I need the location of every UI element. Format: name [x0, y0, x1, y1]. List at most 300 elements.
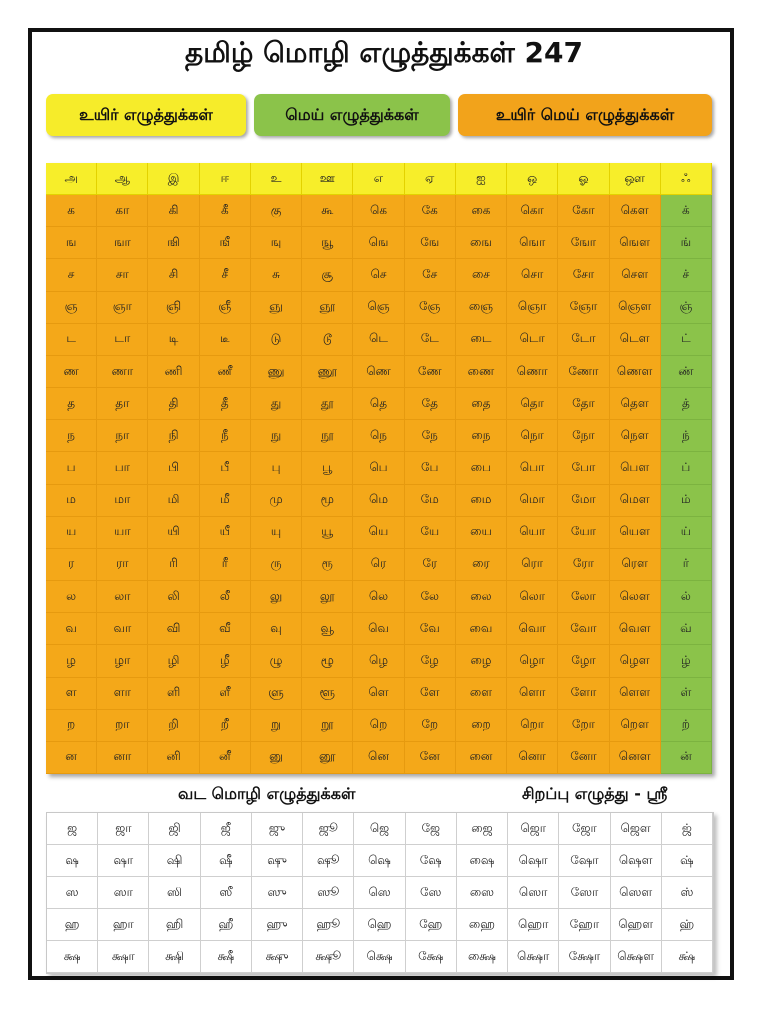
uyirmei-cell: கோ — [558, 195, 609, 227]
grantha-cell: ஸி — [149, 877, 200, 909]
uyirmei-cell: ஙு — [251, 227, 302, 259]
grantha-cell: க்ஷீ — [201, 941, 252, 973]
vowel-cell: எ — [353, 163, 404, 195]
legend-uyirmei-badge: உயிர் மெய் எழுத்துக்கள் — [458, 94, 712, 136]
grantha-cell: ஷ் — [662, 845, 713, 877]
uyirmei-cell: பை — [456, 452, 507, 484]
uyirmei-cell: சி — [148, 259, 199, 291]
legend-uyir-badge: உயிர் எழுத்துக்கள் — [46, 94, 246, 136]
consonant-cell: ள் — [661, 678, 712, 710]
uyirmei-cell: ழு — [251, 645, 302, 677]
vowel-cell: இ — [148, 163, 199, 195]
uyirmei-cell: நோ — [558, 420, 609, 452]
uyirmei-cell: ஞோ — [558, 292, 609, 324]
uyirmei-cell: கா — [97, 195, 148, 227]
grantha-cell: ஸோ — [559, 877, 610, 909]
grantha-cell: ஷொ — [508, 845, 559, 877]
vowel-cell: ஐ — [456, 163, 507, 195]
grantha-cell: ஸா — [98, 877, 149, 909]
uyirmei-cell: ளு — [251, 678, 302, 710]
grantha-cell: ஸூ — [303, 877, 354, 909]
uyirmei-cell: தை — [456, 388, 507, 420]
consonant-cell: ட் — [661, 324, 712, 356]
uyirmei-cell: வௌ — [610, 613, 661, 645]
uyirmei-cell: பீ — [200, 452, 251, 484]
uyirmei-cell: னி — [148, 742, 199, 774]
uyirmei-cell: ணே — [405, 356, 456, 388]
uyirmei-cell: கி — [148, 195, 199, 227]
consonant-cell: ச் — [661, 259, 712, 291]
uyirmei-cell: தொ — [507, 388, 558, 420]
uyirmei-cell: பா — [97, 452, 148, 484]
uyirmei-cell: ழை — [456, 645, 507, 677]
uyirmei-cell: றா — [97, 710, 148, 742]
grantha-grid — [46, 812, 714, 974]
uyirmei-cell: ஞை — [456, 292, 507, 324]
uyirmei-cell: டெ — [353, 324, 404, 356]
uyirmei-cell: மௌ — [610, 485, 661, 517]
uyirmei-cell: கே — [405, 195, 456, 227]
uyirmei-cell: சொ — [507, 259, 558, 291]
grantha-cell: ஷா — [98, 845, 149, 877]
uyirmei-cell: பௌ — [610, 452, 661, 484]
uyirmei-cell: சே — [405, 259, 456, 291]
uyirmei-cell: ஞெ — [353, 292, 404, 324]
grantha-cell: ஸீ — [201, 877, 252, 909]
uyirmei-cell: ங — [46, 227, 97, 259]
uyirmei-cell: றோ — [558, 710, 609, 742]
uyirmei-cell: கௌ — [610, 195, 661, 227]
uyirmei-cell: மூ — [302, 485, 353, 517]
uyirmei-cell: ஞௌ — [610, 292, 661, 324]
uyirmei-cell: யை — [456, 517, 507, 549]
uyirmei-cell: னே — [405, 742, 456, 774]
uyirmei-cell: ரா — [97, 549, 148, 581]
grantha-cell: ஹே — [406, 909, 457, 941]
grantha-cell: ஸ — [47, 877, 98, 909]
uyirmei-cell: ணௌ — [610, 356, 661, 388]
uyirmei-cell: வை — [456, 613, 507, 645]
vowel-cell: ஏ — [405, 163, 456, 195]
grantha-cell: ஸெ — [354, 877, 405, 909]
grantha-cell: ஷூ — [303, 845, 354, 877]
uyirmei-cell: னெ — [353, 742, 404, 774]
uyirmei-cell: த — [46, 388, 97, 420]
grantha-cell: ஸொ — [508, 877, 559, 909]
uyirmei-cell: டு — [251, 324, 302, 356]
uyirmei-cell: ஙீ — [200, 227, 251, 259]
grantha-cell: ஷீ — [201, 845, 252, 877]
uyirmei-cell: நி — [148, 420, 199, 452]
uyirmei-cell: நே — [405, 420, 456, 452]
grantha-cell: ஷோ — [559, 845, 610, 877]
grantha-cell: க்ஷ — [47, 941, 98, 973]
uyirmei-cell: மெ — [353, 485, 404, 517]
uyirmei-cell: ழோ — [558, 645, 609, 677]
consonant-cell: ப் — [661, 452, 712, 484]
uyirmei-cell: லு — [251, 581, 302, 613]
uyirmei-cell: நொ — [507, 420, 558, 452]
uyirmei-cell: தா — [97, 388, 148, 420]
uyirmei-cell: வு — [251, 613, 302, 645]
uyirmei-cell: டை — [456, 324, 507, 356]
uyirmei-cell: ளீ — [200, 678, 251, 710]
uyirmei-cell: பு — [251, 452, 302, 484]
uyirmei-cell: தோ — [558, 388, 609, 420]
grantha-cell: க்ஷூ — [303, 941, 354, 973]
uyirmei-cell: ணெ — [353, 356, 404, 388]
grantha-cell: ஹா — [98, 909, 149, 941]
uyirmei-cell: ழெ — [353, 645, 404, 677]
uyirmei-cell: றி — [148, 710, 199, 742]
uyirmei-cell: ழி — [148, 645, 199, 677]
grantha-cell: க்ஷ் — [662, 941, 713, 973]
uyirmei-cell: ள — [46, 678, 97, 710]
uyirmei-cell: வி — [148, 613, 199, 645]
uyirmei-cell: ரி — [148, 549, 199, 581]
uyirmei-cell: ஞி — [148, 292, 199, 324]
uyirmei-cell: ஞீ — [200, 292, 251, 324]
uyirmei-cell: லொ — [507, 581, 558, 613]
uyirmei-cell: கு — [251, 195, 302, 227]
grantha-cell: ஸு — [252, 877, 303, 909]
uyirmei-cell: சா — [97, 259, 148, 291]
uyirmei-cell: யா — [97, 517, 148, 549]
uyirmei-cell: ற — [46, 710, 97, 742]
uyirmei-cell: ல — [46, 581, 97, 613]
uyirmei-cell: கூ — [302, 195, 353, 227]
uyirmei-cell: நு — [251, 420, 302, 452]
uyirmei-cell: ஙா — [97, 227, 148, 259]
vowel-cell: ஆ — [97, 163, 148, 195]
uyirmei-cell: ஙி — [148, 227, 199, 259]
alphabet-grid — [46, 163, 712, 774]
uyirmei-cell: ரு — [251, 549, 302, 581]
uyirmei-cell: வூ — [302, 613, 353, 645]
consonant-cell: ர் — [661, 549, 712, 581]
uyirmei-cell: வீ — [200, 613, 251, 645]
grantha-cell: ஷி — [149, 845, 200, 877]
uyirmei-cell: யி — [148, 517, 199, 549]
uyirmei-cell: னூ — [302, 742, 353, 774]
grantha-cell: ஹோ — [559, 909, 610, 941]
uyirmei-cell: வ — [46, 613, 97, 645]
grantha-cell: க்ஷி — [149, 941, 200, 973]
uyirmei-cell: பூ — [302, 452, 353, 484]
uyirmei-cell: ஙே — [405, 227, 456, 259]
uyirmei-cell: னா — [97, 742, 148, 774]
uyirmei-cell: ண — [46, 356, 97, 388]
uyirmei-cell: ட — [46, 324, 97, 356]
consonant-cell: ந் — [661, 420, 712, 452]
consonant-cell: வ் — [661, 613, 712, 645]
grantha-cell: ஷே — [406, 845, 457, 877]
uyirmei-cell: ய — [46, 517, 97, 549]
uyirmei-cell: லெ — [353, 581, 404, 613]
consonant-cell: ய் — [661, 517, 712, 549]
consonant-cell: த் — [661, 388, 712, 420]
grantha-cell: க்ஷெ — [354, 941, 405, 973]
uyirmei-cell: ழ — [46, 645, 97, 677]
uyirmei-cell: ழீ — [200, 645, 251, 677]
uyirmei-cell: மி — [148, 485, 199, 517]
uyirmei-cell: டொ — [507, 324, 558, 356]
grantha-cell: ஹூ — [303, 909, 354, 941]
grantha-cell: ஜெ — [354, 813, 405, 845]
grantha-cell: ஜு — [252, 813, 303, 845]
uyirmei-cell: தெ — [353, 388, 404, 420]
uyirmei-cell: ணி — [148, 356, 199, 388]
uyirmei-cell: மா — [97, 485, 148, 517]
uyirmei-cell: லீ — [200, 581, 251, 613]
uyirmei-cell: ரீ — [200, 549, 251, 581]
uyirmei-cell: ஙோ — [558, 227, 609, 259]
uyirmei-cell: யு — [251, 517, 302, 549]
uyirmei-cell: ழௌ — [610, 645, 661, 677]
uyirmei-cell: வா — [97, 613, 148, 645]
uyirmei-cell: னை — [456, 742, 507, 774]
grantha-cell: க்ஷா — [98, 941, 149, 973]
uyirmei-cell: ரூ — [302, 549, 353, 581]
uyirmei-cell: ரோ — [558, 549, 609, 581]
grantha-cell: ஜ — [47, 813, 98, 845]
uyirmei-cell: வொ — [507, 613, 558, 645]
uyirmei-cell: ளொ — [507, 678, 558, 710]
grantha-cell: ஜை — [457, 813, 508, 845]
uyirmei-cell: லி — [148, 581, 199, 613]
uyirmei-cell: ணீ — [200, 356, 251, 388]
uyirmei-cell: ணொ — [507, 356, 558, 388]
uyirmei-cell: ரௌ — [610, 549, 661, 581]
uyirmei-cell: செ — [353, 259, 404, 291]
uyirmei-cell: சோ — [558, 259, 609, 291]
uyirmei-cell: ளி — [148, 678, 199, 710]
uyirmei-cell: யே — [405, 517, 456, 549]
uyirmei-cell: பி — [148, 452, 199, 484]
vowel-cell: உ — [251, 163, 302, 195]
uyirmei-cell: யௌ — [610, 517, 661, 549]
uyirmei-cell: ஞே — [405, 292, 456, 324]
consonant-cell: ண் — [661, 356, 712, 388]
grantha-cell: ஜி — [149, 813, 200, 845]
grantha-cell: ஸௌ — [611, 877, 662, 909]
special-letter-label: சிறப்பு எழுத்து - ஸ்ரீ — [522, 784, 668, 803]
uyirmei-cell: ணோ — [558, 356, 609, 388]
uyirmei-cell: ணா — [97, 356, 148, 388]
uyirmei-cell: யூ — [302, 517, 353, 549]
uyirmei-cell: ணை — [456, 356, 507, 388]
grantha-cell: ஹ — [47, 909, 98, 941]
uyirmei-cell: டே — [405, 324, 456, 356]
uyirmei-cell: ரொ — [507, 549, 558, 581]
uyirmei-cell: றை — [456, 710, 507, 742]
grantha-cell: க்ஷே — [406, 941, 457, 973]
uyirmei-cell: ளௌ — [610, 678, 661, 710]
uyirmei-cell: ழொ — [507, 645, 558, 677]
uyirmei-cell: கெ — [353, 195, 404, 227]
uyirmei-cell: க — [46, 195, 97, 227]
uyirmei-cell: ளூ — [302, 678, 353, 710]
uyirmei-cell: தீ — [200, 388, 251, 420]
uyirmei-cell: ர — [46, 549, 97, 581]
consonant-cell: ங் — [661, 227, 712, 259]
vowel-cell: ஓ — [558, 163, 609, 195]
vowel-cell: ஈ — [200, 163, 251, 195]
grantha-cell: ஹு — [252, 909, 303, 941]
grantha-cell: ஷு — [252, 845, 303, 877]
grantha-cell: க்ஷொ — [508, 941, 559, 973]
consonant-cell: ன் — [661, 742, 712, 774]
uyirmei-cell: வெ — [353, 613, 404, 645]
uyirmei-cell: கொ — [507, 195, 558, 227]
uyirmei-cell: மை — [456, 485, 507, 517]
uyirmei-cell: வே — [405, 613, 456, 645]
uyirmei-cell: ரை — [456, 549, 507, 581]
uyirmei-cell: னொ — [507, 742, 558, 774]
uyirmei-cell: சை — [456, 259, 507, 291]
uyirmei-cell: லௌ — [610, 581, 661, 613]
uyirmei-cell: ணு — [251, 356, 302, 388]
grantha-section-label: வட மொழி எழுத்துக்கள் — [178, 784, 356, 803]
uyirmei-cell: நீ — [200, 420, 251, 452]
uyirmei-cell: றூ — [302, 710, 353, 742]
uyirmei-cell: மீ — [200, 485, 251, 517]
uyirmei-cell: சௌ — [610, 259, 661, 291]
vowel-cell: ஊ — [302, 163, 353, 195]
uyirmei-cell: று — [251, 710, 302, 742]
uyirmei-cell: ஙூ — [302, 227, 353, 259]
uyirmei-cell: கை — [456, 195, 507, 227]
uyirmei-cell: ப — [46, 452, 97, 484]
grantha-cell: ஸே — [406, 877, 457, 909]
uyirmei-cell: ரெ — [353, 549, 404, 581]
uyirmei-cell: பொ — [507, 452, 558, 484]
vowel-cell: ஔ — [610, 163, 661, 195]
uyirmei-cell: து — [251, 388, 302, 420]
uyirmei-cell: ச — [46, 259, 97, 291]
uyirmei-cell: டூ — [302, 324, 353, 356]
uyirmei-cell: ரே — [405, 549, 456, 581]
uyirmei-cell: மோ — [558, 485, 609, 517]
uyirmei-cell: லா — [97, 581, 148, 613]
uyirmei-cell: மொ — [507, 485, 558, 517]
uyirmei-cell: பெ — [353, 452, 404, 484]
uyirmei-cell: நெ — [353, 420, 404, 452]
consonant-cell: ம் — [661, 485, 712, 517]
grantha-cell: ஷௌ — [611, 845, 662, 877]
vowel-cell: ஒ — [507, 163, 558, 195]
uyirmei-cell: யெ — [353, 517, 404, 549]
grantha-cell: ஹி — [149, 909, 200, 941]
uyirmei-cell: றௌ — [610, 710, 661, 742]
uyirmei-cell: ஞ — [46, 292, 97, 324]
uyirmei-cell: ந — [46, 420, 97, 452]
uyirmei-cell: ஙெ — [353, 227, 404, 259]
uyirmei-cell: மே — [405, 485, 456, 517]
uyirmei-cell: ழே — [405, 645, 456, 677]
grantha-cell: ஜௌ — [611, 813, 662, 845]
uyirmei-cell: றொ — [507, 710, 558, 742]
grantha-cell: ஜே — [406, 813, 457, 845]
uyirmei-cell: ஙை — [456, 227, 507, 259]
uyirmei-cell: றெ — [353, 710, 404, 742]
grantha-cell: ஹெ — [354, 909, 405, 941]
uyirmei-cell: சூ — [302, 259, 353, 291]
grantha-cell: ஹை — [457, 909, 508, 941]
uyirmei-cell: வோ — [558, 613, 609, 645]
consonant-cell: ல் — [661, 581, 712, 613]
grantha-cell: க்ஷை — [457, 941, 508, 973]
grantha-cell: ஷை — [457, 845, 508, 877]
uyirmei-cell: றே — [405, 710, 456, 742]
uyirmei-cell: தூ — [302, 388, 353, 420]
uyirmei-cell: ளே — [405, 678, 456, 710]
uyirmei-cell: டௌ — [610, 324, 661, 356]
uyirmei-cell: றீ — [200, 710, 251, 742]
vowel-cell: அ — [46, 163, 97, 195]
grantha-cell: ஜூ — [303, 813, 354, 845]
uyirmei-cell: னோ — [558, 742, 609, 774]
uyirmei-cell: லை — [456, 581, 507, 613]
grantha-cell: ஷெ — [354, 845, 405, 877]
uyirmei-cell: யீ — [200, 517, 251, 549]
vowel-cell: ஃ — [661, 163, 712, 195]
uyirmei-cell: ஙொ — [507, 227, 558, 259]
uyirmei-cell: டா — [97, 324, 148, 356]
grantha-cell: ஜொ — [508, 813, 559, 845]
uyirmei-cell: ணூ — [302, 356, 353, 388]
uyirmei-cell: நூ — [302, 420, 353, 452]
grantha-cell: ஸ் — [662, 877, 713, 909]
uyirmei-cell: நை — [456, 420, 507, 452]
uyirmei-cell: னீ — [200, 742, 251, 774]
uyirmei-cell: ன — [46, 742, 97, 774]
grantha-cell: க்ஷோ — [559, 941, 610, 973]
uyirmei-cell: மு — [251, 485, 302, 517]
uyirmei-cell: தே — [405, 388, 456, 420]
uyirmei-cell: ஞொ — [507, 292, 558, 324]
grantha-cell: ஜீ — [201, 813, 252, 845]
grantha-cell: ஜ் — [662, 813, 713, 845]
uyirmei-cell: கீ — [200, 195, 251, 227]
consonant-cell: ஞ் — [661, 292, 712, 324]
consonant-cell: ழ் — [661, 645, 712, 677]
grantha-cell: ஹீ — [201, 909, 252, 941]
uyirmei-cell: டீ — [200, 324, 251, 356]
uyirmei-cell: தி — [148, 388, 199, 420]
uyirmei-cell: பே — [405, 452, 456, 484]
uyirmei-cell: லே — [405, 581, 456, 613]
uyirmei-cell: யோ — [558, 517, 609, 549]
uyirmei-cell: யொ — [507, 517, 558, 549]
grantha-cell: ஷ — [47, 845, 98, 877]
uyirmei-cell: ளை — [456, 678, 507, 710]
uyirmei-cell: டோ — [558, 324, 609, 356]
uyirmei-cell: நா — [97, 420, 148, 452]
consonant-cell: க் — [661, 195, 712, 227]
grantha-cell: ஸை — [457, 877, 508, 909]
uyirmei-cell: தௌ — [610, 388, 661, 420]
uyirmei-cell: லோ — [558, 581, 609, 613]
uyirmei-cell: ளெ — [353, 678, 404, 710]
grantha-cell: ஜா — [98, 813, 149, 845]
uyirmei-cell: னௌ — [610, 742, 661, 774]
consonant-cell: ற் — [661, 710, 712, 742]
uyirmei-cell: நௌ — [610, 420, 661, 452]
uyirmei-cell: ளோ — [558, 678, 609, 710]
uyirmei-cell: ஞா — [97, 292, 148, 324]
uyirmei-cell: சீ — [200, 259, 251, 291]
